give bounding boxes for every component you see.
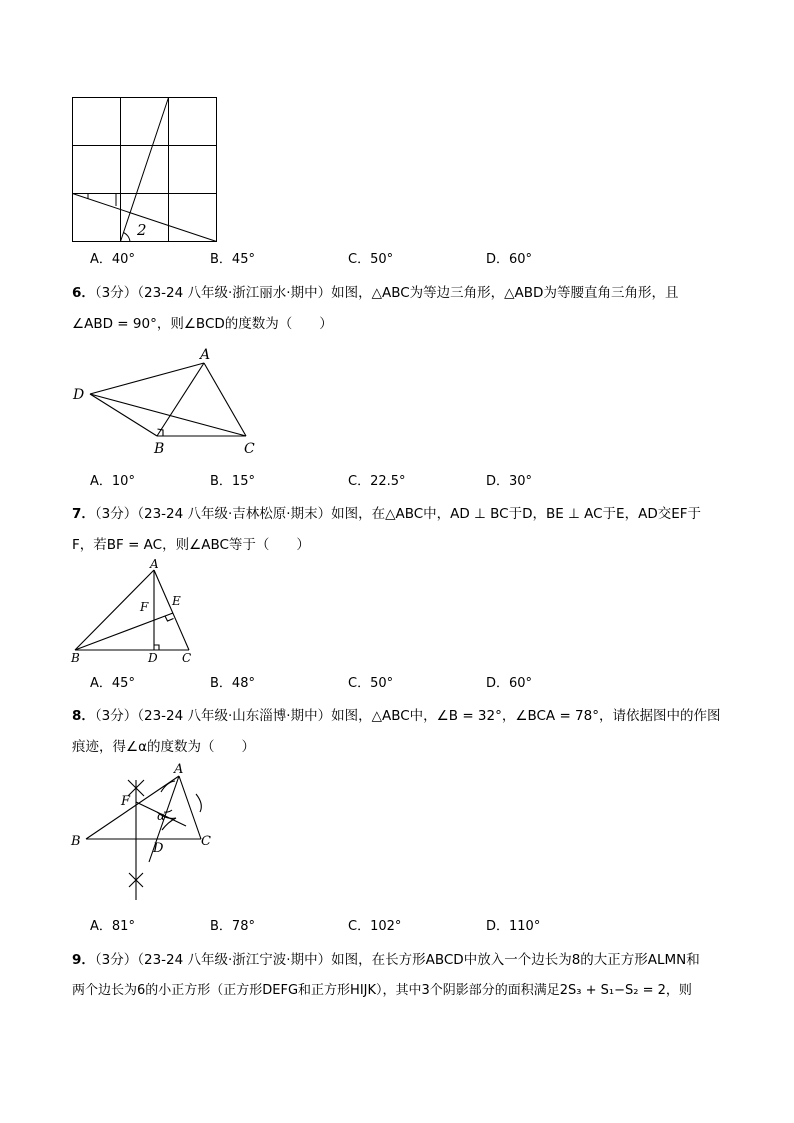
q6-label-b: B: [154, 441, 165, 457]
q6-source: （23-24 八年级·浙江丽水·期中）: [137, 285, 332, 301]
q6-score: （3分）: [94, 285, 138, 301]
q9-stem-line1: [72, 951, 700, 969]
q8-score: （3分）: [94, 708, 138, 724]
q7-label-a: A: [150, 557, 159, 571]
q9-number: 9．: [72, 952, 95, 968]
q8-stem-line2: [72, 738, 255, 756]
q7-label-e: E: [172, 594, 181, 608]
q8-option-d[interactable]: D．110°: [486, 919, 541, 934]
q7-label-b: B: [71, 651, 80, 665]
q6-triangle-figure: [70, 345, 270, 460]
q6-label-a: A: [200, 347, 211, 363]
q8-label-c: C: [201, 834, 211, 849]
q8-stem-line1: [72, 707, 720, 725]
q6-option-a[interactable]: A．10°: [90, 474, 135, 489]
q6-option-b[interactable]: B．15°: [210, 474, 255, 489]
q8-text-1: 如图，△ABC中，∠B = 32°，∠BCA = 78°，请依据图中的作图: [331, 708, 721, 724]
q7-source: （23-24 八年级·吉林松原·期末）: [137, 506, 332, 522]
q9-text-2: 两个边长为6的小正方形（正方形DEFG和正方形HIJK），其中3个阴影部分的面积满足2S₃ + S₁−S₂ = 2，则: [72, 983, 692, 998]
q9-score: （3分）: [94, 952, 138, 968]
q8-label-f: F: [121, 794, 131, 809]
q8-label-a: A: [174, 762, 184, 777]
q8-source: （23-24 八年级·山东淄博·期中）: [137, 708, 332, 724]
q5-option-b[interactable]: B．45°: [210, 252, 255, 267]
q8-label-d: D: [153, 841, 164, 856]
q6-stem-line1: [72, 284, 678, 302]
q8-label-b: B: [71, 834, 81, 849]
q6-text-1: 如图，△ABC为等边三角形，△ABD为等腰直角三角形，且: [331, 285, 679, 301]
q9-source: （23-24 八年级·浙江宁波·期中）: [137, 952, 332, 968]
q7-option-d[interactable]: D．60°: [486, 676, 533, 691]
q5-option-c[interactable]: C．50°: [348, 252, 394, 267]
q8-construction-figure: [68, 760, 218, 910]
q7-stem-line1: [72, 505, 701, 523]
q6-number: 6．: [72, 285, 95, 301]
q6-label-c: C: [244, 441, 255, 457]
q7-option-b[interactable]: B．48°: [210, 676, 255, 691]
q7-text-1: 如图，在△ABC中，AD ⊥ BC于D，BE ⊥ AC于E，AD交EF于: [331, 506, 702, 522]
q7-label-c: C: [182, 651, 192, 665]
q7-number: 7．: [72, 506, 95, 522]
q7-label-f: F: [140, 600, 149, 614]
q5-option-d[interactable]: D．60°: [486, 252, 533, 267]
q6-label-d: D: [73, 387, 85, 403]
q6-option-d[interactable]: D．30°: [486, 474, 533, 489]
q5-grid-figure: [70, 95, 220, 245]
q7-option-a[interactable]: A．45°: [90, 676, 135, 691]
q9-text-1: 如图，在长方形ABCD中放入一个边长为8的大正方形ALMN和: [331, 952, 700, 968]
q6-text-2: ∠ABD = 90°，则∠BCD的度数为（ ）: [72, 316, 333, 332]
q7-score: （3分）: [94, 506, 138, 522]
q8-option-b[interactable]: B．78°: [210, 919, 255, 934]
q7-label-d: D: [148, 651, 158, 665]
q8-option-c[interactable]: C．102°: [348, 919, 402, 934]
q8-text-2: 痕迹，得∠α的度数为（ ）: [72, 739, 256, 755]
q9-stem-line2: [72, 982, 692, 1000]
q7-triangle-figure: [68, 557, 208, 670]
q8-option-a[interactable]: A．81°: [90, 919, 135, 934]
q8-label-alpha: α: [157, 809, 166, 823]
q5-angle-label: 2: [137, 221, 147, 239]
q8-number: 8．: [72, 708, 95, 724]
q6-option-c[interactable]: C．22.5°: [348, 474, 406, 489]
q5-option-a[interactable]: A．40°: [90, 252, 135, 267]
q7-stem-line2: [72, 536, 310, 554]
q7-text-2: F，若BF = AC，则∠ABC等于（ ）: [72, 537, 310, 553]
q6-stem-line2: [72, 315, 333, 333]
q7-option-c[interactable]: C．50°: [348, 676, 394, 691]
